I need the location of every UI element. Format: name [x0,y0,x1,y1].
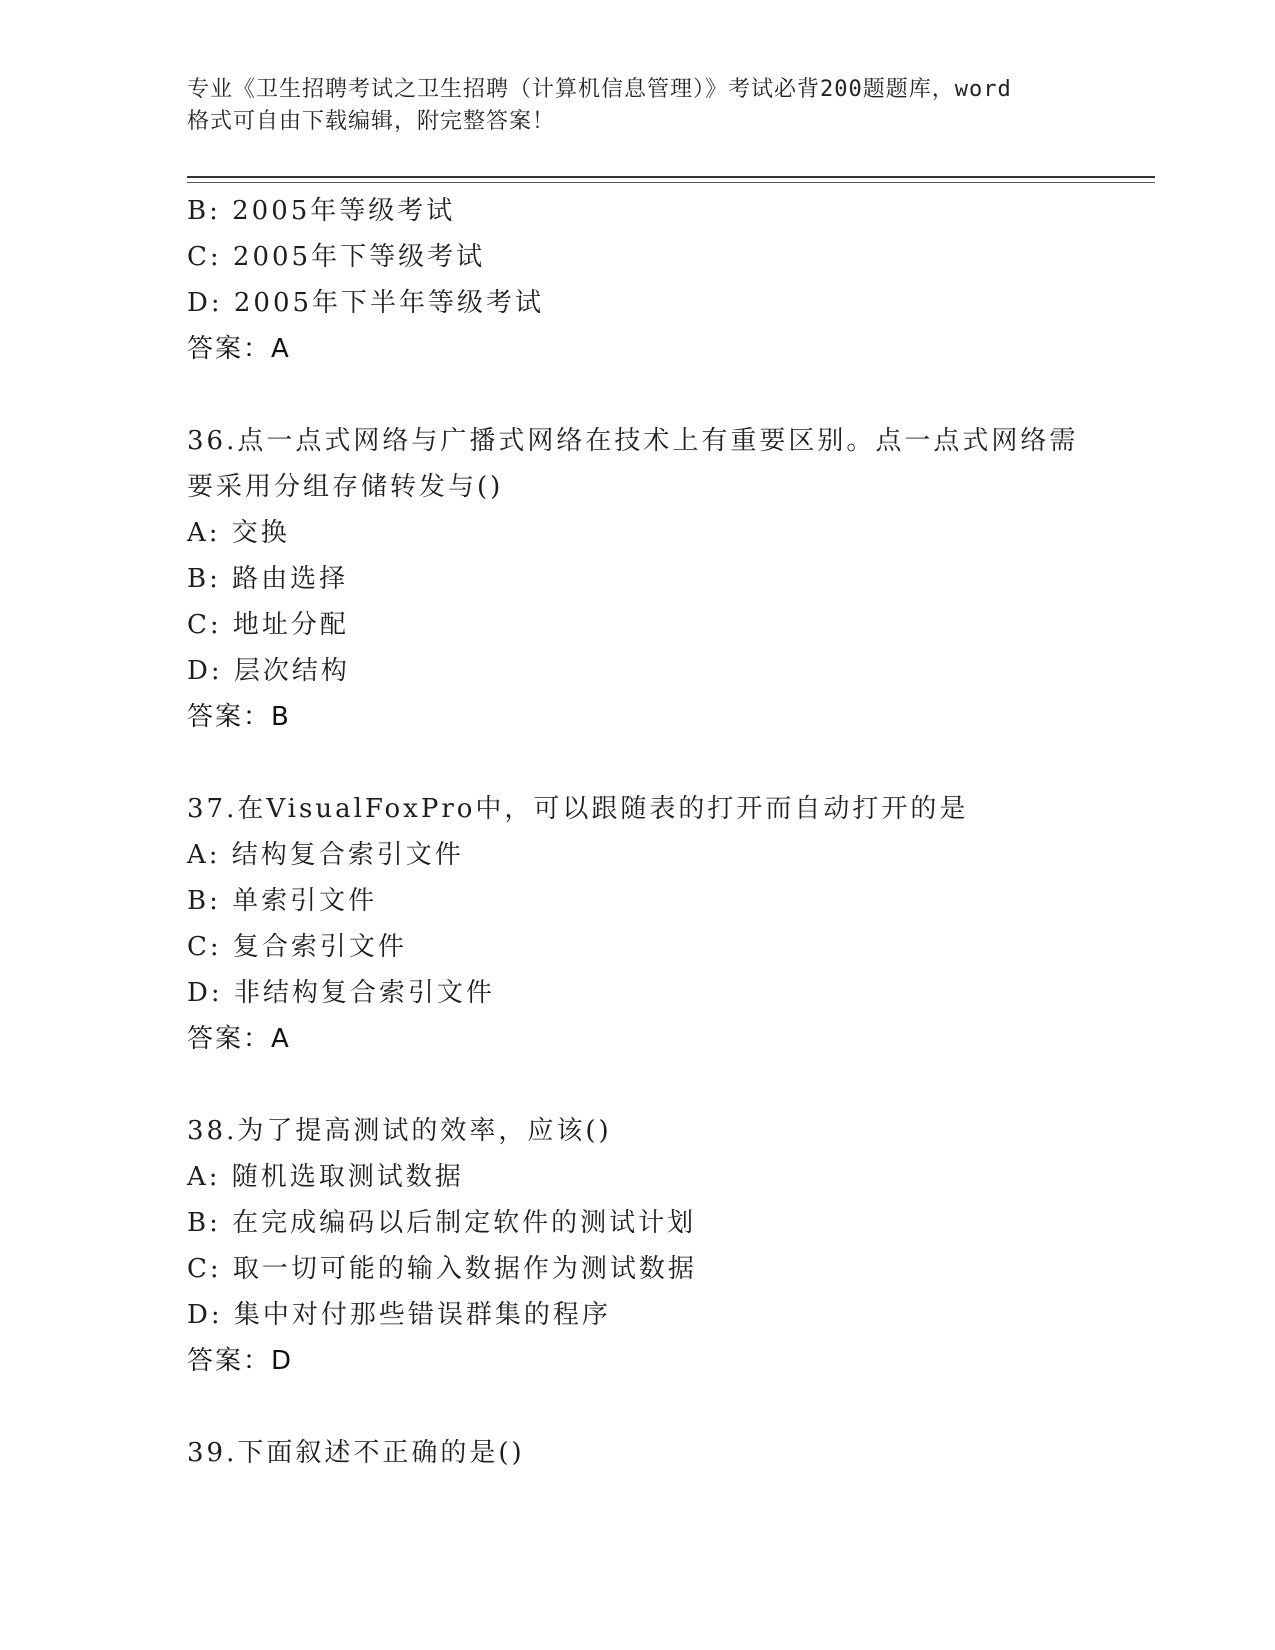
answer-line: 答案：A [187,334,291,364]
spacer [187,372,1117,418]
question-37 [187,786,1117,1062]
option-d: D: 2005年下半年等级考试 [187,288,545,318]
spacer [187,1384,1117,1430]
question-36 [187,418,1117,740]
header-title-line-1: 专业《卫生招聘考试之卫生招聘（计算机信息管理）》考试必背200题题库，word [187,77,1012,102]
option-b: B: 路由选择 [187,564,349,594]
option-b: B: 单索引文件 [187,886,378,916]
option-a: A: 随机选取测试数据 [187,1162,464,1192]
answer-line: 答案：B [187,702,291,732]
option-d: D: 非结构复合索引文件 [187,978,495,1008]
option-b: B: 在完成编码以后制定软件的测试计划 [187,1208,697,1238]
question-text-line-1: 37.在VisualFoxPro中，可以跟随表的打开而自动打开的是 [187,794,969,824]
option-d: D: 集中对付那些错误群集的程序 [187,1300,611,1330]
header-rule-thick [187,176,1155,178]
question-text-line-2: 要采用分组存储转发与() [187,472,504,502]
option-c: C: 2005年下等级考试 [187,242,486,272]
question-list [187,188,1117,1476]
spacer [187,1062,1117,1108]
option-c: C: 复合索引文件 [187,932,407,962]
spacer [187,740,1117,786]
option-a: A: 交换 [187,518,290,548]
header-rule-thin [187,182,1155,183]
option-a: A: 结构复合索引文件 [187,840,464,870]
document-header [187,74,1107,138]
question-35-tail [187,188,1117,372]
answer-line: 答案：A [187,1024,291,1054]
question-39 [187,1430,1117,1476]
answer-line: 答案：D [187,1346,294,1376]
option-d: D: 层次结构 [187,656,350,686]
option-c: C: 地址分配 [187,610,349,640]
header-title-line-2: 格式可自由下载编辑，附完整答案！ [187,109,556,134]
option-b: B: 2005年等级考试 [187,196,456,226]
question-text-line-1: 39.下面叙述不正确的是() [187,1438,525,1468]
question-text-line-1: 36.点一点式网络与广播式网络在技术上有重要区别。点一点式网络需 [187,426,1079,456]
question-38 [187,1108,1117,1384]
question-text-line-1: 38.为了提高测试的效率，应该() [187,1116,612,1146]
option-c: C: 取一切可能的输入数据作为测试数据 [187,1254,697,1284]
